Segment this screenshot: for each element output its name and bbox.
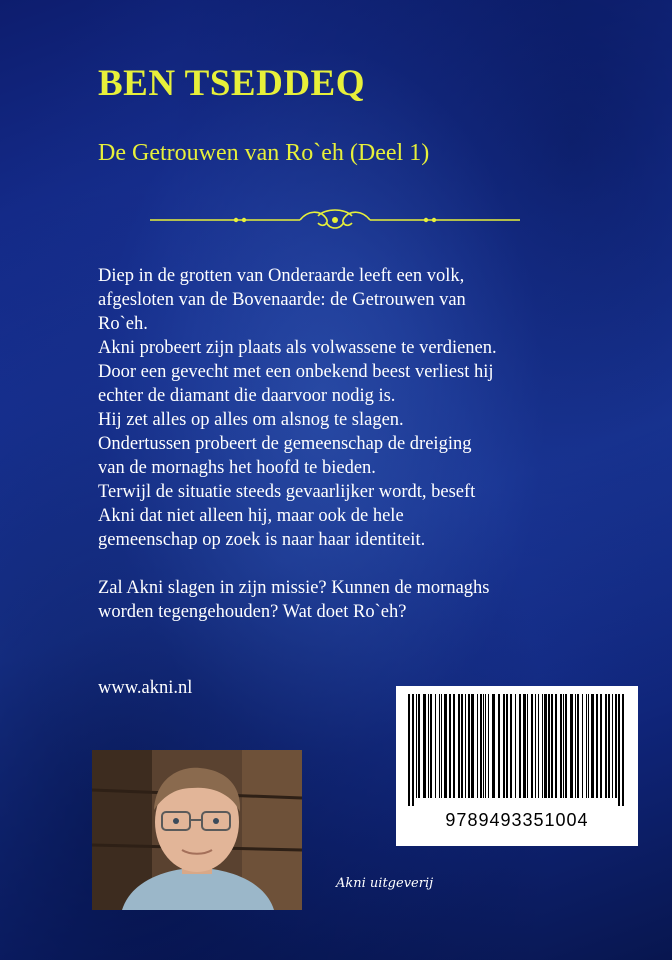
isbn-barcode [396,686,638,846]
blurb-line: gemeenschap op zoek is naar haar identiteit. [98,530,426,550]
barcode-bar [483,694,484,798]
blurb-text [98,264,658,624]
barcode-bar [465,694,466,798]
barcode-bar [519,694,521,798]
barcode-bar [412,694,414,806]
barcode-bar [588,694,589,798]
blurb-line: Hij zet alles op alles om alsnog te slagen. [98,410,404,430]
barcode-bar [428,694,429,798]
blurb-line: echter de diamant die daarvoor nodig is. [98,386,396,406]
question-line: Zal Akni slagen in zijn missie? Kunnen de mornaghs [98,578,490,598]
barcode-bars [406,694,628,806]
barcode-bar [461,694,463,798]
blurb-line: Ondertussen probeert de gemeenschap de dreiging [98,434,472,454]
barcode-bar [535,694,536,798]
barcode-bar [418,694,420,798]
barcode-bar [591,694,594,798]
barcode-bar [435,694,436,798]
barcode-bar [596,694,598,798]
isbn-number: 9789493351004 [445,810,589,830]
book-subtitle: De Getrouwen van Ro`eh (Deel 1) [98,140,430,166]
author-portrait [92,750,302,910]
barcode-bar [575,694,576,798]
barcode-bar [441,694,442,798]
barcode-bar [608,694,610,798]
blurb-line: van de mornaghs het hoofd te bieden. [98,458,376,478]
barcode-bar [577,694,579,798]
blurb-line: Akni dat niet alleen hij, maar ook de hele [98,506,404,526]
blurb-line: Akni probeert zijn plaats als volwassene te verdienen. [98,338,497,358]
barcode-bar [453,694,455,798]
barcode-bar [471,694,474,798]
blurb-line: afgesloten van de Bovenaarde: de Getrouwen van [98,290,466,310]
barcode-bar [408,694,410,806]
barcode-bar [444,694,447,798]
barcode-bar [570,694,573,798]
blurb-line: Ro`eh. [98,314,148,334]
barcode-bar [510,694,512,798]
barcode-bar [544,694,547,798]
barcode-bar [503,694,505,798]
barcode-bar [523,694,526,798]
barcode-bar [498,694,500,798]
author-portrait-drawing [92,750,302,910]
barcode-bar [612,694,613,798]
barcode-bar [416,694,417,798]
barcode-bar [618,694,620,806]
barcode-bar [439,694,440,798]
barcode-bar [423,694,426,798]
barcode-bar [563,694,564,798]
barcode-bar [480,694,482,798]
barcode-bar [531,694,533,798]
barcode-bar [565,694,567,798]
barcode-bar [492,694,495,798]
blurb-line: Door een gevecht met een onbekend beest verliest hij [98,362,494,382]
paragraph-gap [98,552,658,576]
blurb-line: Diep in de grotten van Onderaarde leeft een volk, [98,266,465,286]
barcode-bar [600,694,602,798]
barcode-bar [586,694,587,798]
barcode-bar [449,694,451,798]
barcode-bar [430,694,432,798]
barcode-bar [605,694,607,798]
barcode-bar [458,694,460,798]
barcode-bar [615,694,617,798]
barcode-bar [488,694,489,798]
barcode-bar [560,694,562,798]
barcode-bar [555,694,557,798]
flourish-divider-icon [150,206,520,234]
author-name: BEN TSEDDEQ [98,63,365,104]
question-line: worden tegengehouden? Wat doet Ro`eh? [98,602,407,622]
barcode-bar [468,694,470,798]
barcode-bar [527,694,528,798]
barcode-bar [506,694,508,798]
website-link[interactable]: www.akni.nl [98,678,193,698]
blurb-line: Terwijl de situatie steeds gevaarlijker wordt, beseft [98,482,476,502]
barcode-bar [622,694,624,806]
barcode-bar [477,694,478,798]
publisher-logo: Akni uitgeverij [336,876,434,891]
barcode-bar [542,694,543,798]
barcode-bar [538,694,539,798]
barcode-bar [485,694,486,798]
barcode-bar [551,694,553,798]
barcode-bar [582,694,583,798]
barcode-bar [515,694,516,798]
barcode-bar [548,694,550,798]
